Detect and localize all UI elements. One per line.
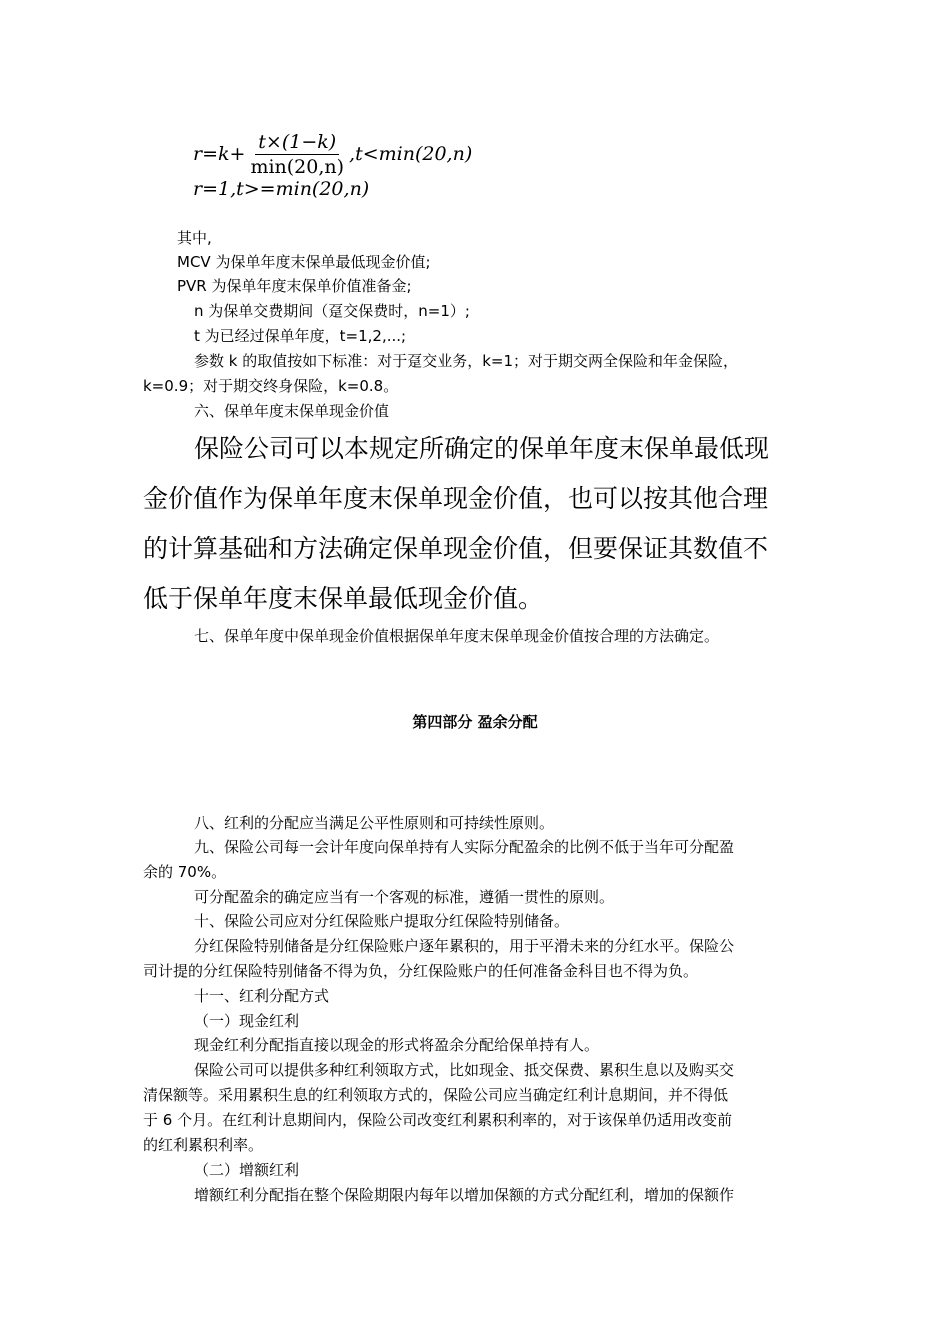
section-11-title: 十一、红利分配方式 [194, 987, 330, 1005]
definition-k-line-2: k=0.9；对于期交终身保险，k=0.8。 [143, 377, 399, 395]
definition-k-line-1: 参数 k 的取值按如下标准：对于趸交业务，k=1；对于期交两全保险和年金保险， [194, 352, 739, 370]
section-9-line-2: 余的 70%。 [143, 863, 227, 881]
formula-lhs: r=k+ [193, 143, 246, 165]
formula-line-1 [193, 124, 472, 184]
fraction-denominator: min(20,n) [250, 155, 345, 178]
cash-options-line-4: 的红利累积利率。 [143, 1136, 264, 1154]
definition-pvr: PVR 为保单年度末保单价值准备金; [177, 277, 412, 295]
cash-dividend-body: 现金红利分配指直接以现金的形式将盈余分配给保单持有人。 [194, 1036, 600, 1054]
section-8: 八、红利的分配应当满足公平性原则和可持续性原则。 [194, 814, 555, 832]
definition-mcv: MCV 为保单年度末保单最低现金价值; [177, 253, 431, 271]
section-6-body-line: 保险公司可以本规定所确定的保单年度末保单最低现 [194, 434, 770, 463]
section-10-body-line-2: 司计提的分红保险特别储备不得为负，分红保险账户的任何准备金科目也不得为负。 [143, 962, 699, 980]
definition-n: n 为保单交费期间（趸交保费时，n=1）; [194, 302, 470, 320]
cash-dividend-title: （一）现金红利 [194, 1012, 300, 1030]
definition-intro: 其中, [177, 229, 212, 247]
section-9-note: 可分配盈余的确定应当有一个客观的标准，遵循一贯性的原则。 [194, 888, 615, 906]
fraction-numerator: t×(1−k) [255, 131, 339, 155]
section-6-body-line: 的计算基础和方法确定保单现金价值，但要保证其数值不 [143, 534, 769, 563]
part-4-title: 第四部分 盈余分配 [412, 713, 538, 731]
increase-dividend-body: 增额红利分配指在整个保险期限内每年以增加保额的方式分配红利，增加的保额作 [194, 1186, 735, 1204]
section-7: 七、保单年度中保单现金价值根据保单年度末保单现金价值按合理的方法确定。 [194, 627, 720, 645]
section-9-line-1: 九、保险公司每一会计年度向保单持有人实际分配盈余的比例不低于当年可分配盈 [194, 838, 735, 856]
section-10: 十、保险公司应对分红保险账户提取分红保险特别储备。 [194, 912, 570, 930]
formula-fraction [247, 131, 347, 178]
cash-options-line-1: 保险公司可以提供多种红利领取方式，比如现金、抵交保费、累积生息以及购买交 [194, 1061, 735, 1079]
section-6-title: 六、保单年度末保单现金价值 [194, 402, 390, 420]
cash-options-line-3: 于 6 个月。在红利计息期间内，保险公司改变红利累积利率的，对于该保单仍适用改变前 [143, 1111, 733, 1129]
increase-dividend-title: （二）增额红利 [194, 1161, 300, 1179]
formula-line-2: r=1,t>=min(20,n) [193, 178, 370, 200]
section-10-body-line-1: 分红保险特别储备是分红保险账户逐年累积的，用于平滑未来的分红水平。保险公 [194, 937, 735, 955]
definition-t: t 为已经过保单年度，t=1,2,...; [194, 327, 407, 345]
section-6-body-line: 金价值作为保单年度末保单现金价值，也可以按其他合理 [143, 484, 769, 513]
section-6-body-line: 低于保单年度末保单最低现金价值。 [143, 584, 544, 613]
formula-condition: ,t<min(20,n) [349, 143, 473, 165]
cash-options-line-2: 清保额等。采用累积生息的红利领取方式的，保险公司应当确定红利计息期间，并不得低 [143, 1086, 729, 1104]
